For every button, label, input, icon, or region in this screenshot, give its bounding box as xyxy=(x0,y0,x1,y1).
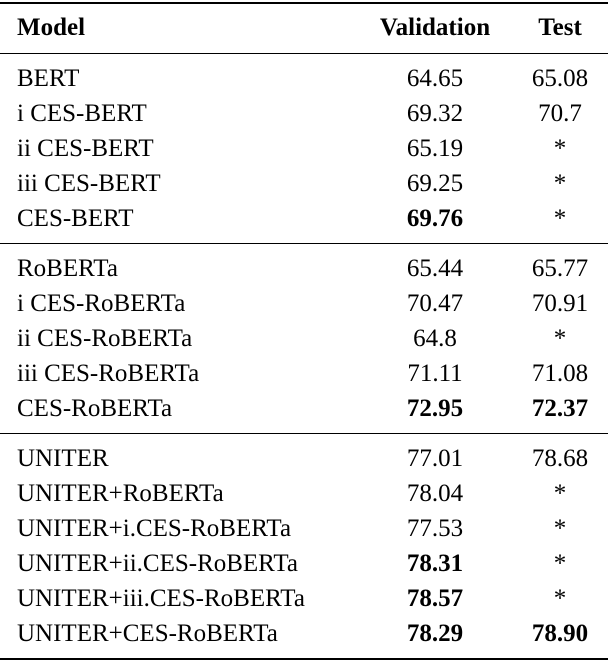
validation-cell: 64.8 xyxy=(413,325,457,352)
header-rule xyxy=(0,53,608,54)
model-cell: RoBERTa xyxy=(17,255,118,282)
model-cell: UNITER+i.CES-RoBERTa xyxy=(17,515,292,542)
table-row xyxy=(0,61,608,97)
test-cell: 70.7 xyxy=(538,100,582,127)
test-cell: * xyxy=(553,585,567,612)
validation-cell: 78.29 xyxy=(406,620,464,647)
validation-cell: 65.44 xyxy=(406,255,464,282)
test-cell: 65.77 xyxy=(531,255,589,282)
test-cell: 71.08 xyxy=(531,360,589,387)
table-row xyxy=(0,581,608,617)
test-cell: * xyxy=(553,480,567,507)
model-cell: iii CES-RoBERTa xyxy=(17,360,200,387)
validation-cell: 69.25 xyxy=(406,170,464,197)
validation-cell: 78.31 xyxy=(406,550,464,577)
header-model: Model xyxy=(17,14,86,41)
validation-cell: 78.57 xyxy=(406,585,464,612)
validation-cell: 71.11 xyxy=(407,360,463,387)
table-row xyxy=(0,201,608,237)
test-cell: * xyxy=(553,515,567,542)
validation-cell: 77.01 xyxy=(406,445,464,472)
model-cell: UNITER+iii.CES-RoBERTa xyxy=(17,585,305,612)
table-row xyxy=(0,476,608,512)
test-cell: 65.08 xyxy=(531,65,589,92)
model-cell: ii CES-RoBERTa xyxy=(17,325,193,352)
group-rule xyxy=(0,243,608,244)
test-cell: * xyxy=(553,170,567,197)
top-rule xyxy=(0,2,608,4)
table-row xyxy=(0,441,608,477)
model-cell: ii CES-BERT xyxy=(17,135,154,162)
table-row xyxy=(0,96,608,132)
validation-cell: 77.53 xyxy=(406,515,464,542)
validation-cell: 78.04 xyxy=(406,480,464,507)
table-row xyxy=(0,321,608,357)
table-row xyxy=(0,251,608,287)
test-cell: 72.37 xyxy=(531,395,589,422)
test-cell: * xyxy=(553,135,567,162)
validation-cell: 72.95 xyxy=(406,395,464,422)
model-cell: BERT xyxy=(17,65,80,92)
validation-cell: 69.76 xyxy=(406,205,464,232)
table-row xyxy=(0,511,608,547)
validation-cell: 70.47 xyxy=(406,290,464,317)
model-cell: i CES-RoBERTa xyxy=(17,290,186,317)
validation-cell: 65.19 xyxy=(406,135,464,162)
model-cell: UNITER+RoBERTa xyxy=(17,480,224,507)
model-cell: UNITER+ii.CES-RoBERTa xyxy=(17,550,298,577)
test-cell: * xyxy=(553,550,567,577)
table-row xyxy=(0,286,608,322)
header-validation: Validation xyxy=(379,14,491,41)
table-row xyxy=(0,616,608,652)
table-row xyxy=(0,391,608,427)
header-test: Test xyxy=(538,14,582,41)
table-row xyxy=(0,356,608,392)
table-row xyxy=(0,166,608,202)
test-cell: 78.68 xyxy=(531,445,589,472)
model-cell: UNITER+CES-RoBERTa xyxy=(17,620,278,647)
group-rule xyxy=(0,433,608,434)
validation-cell: 64.65 xyxy=(406,65,464,92)
model-cell: iii CES-BERT xyxy=(17,170,161,197)
model-cell: CES-RoBERTa xyxy=(17,395,173,422)
test-cell: * xyxy=(553,205,567,232)
table-row xyxy=(0,546,608,582)
header-row xyxy=(0,10,608,46)
test-cell: 78.90 xyxy=(531,620,589,647)
test-cell: 70.91 xyxy=(531,290,589,317)
bottom-rule xyxy=(0,658,608,660)
model-cell: i CES-BERT xyxy=(17,100,147,127)
table-row xyxy=(0,131,608,167)
validation-cell: 69.32 xyxy=(406,100,464,127)
test-cell: * xyxy=(553,325,567,352)
model-cell: UNITER xyxy=(17,445,109,472)
model-cell: CES-BERT xyxy=(17,205,134,232)
